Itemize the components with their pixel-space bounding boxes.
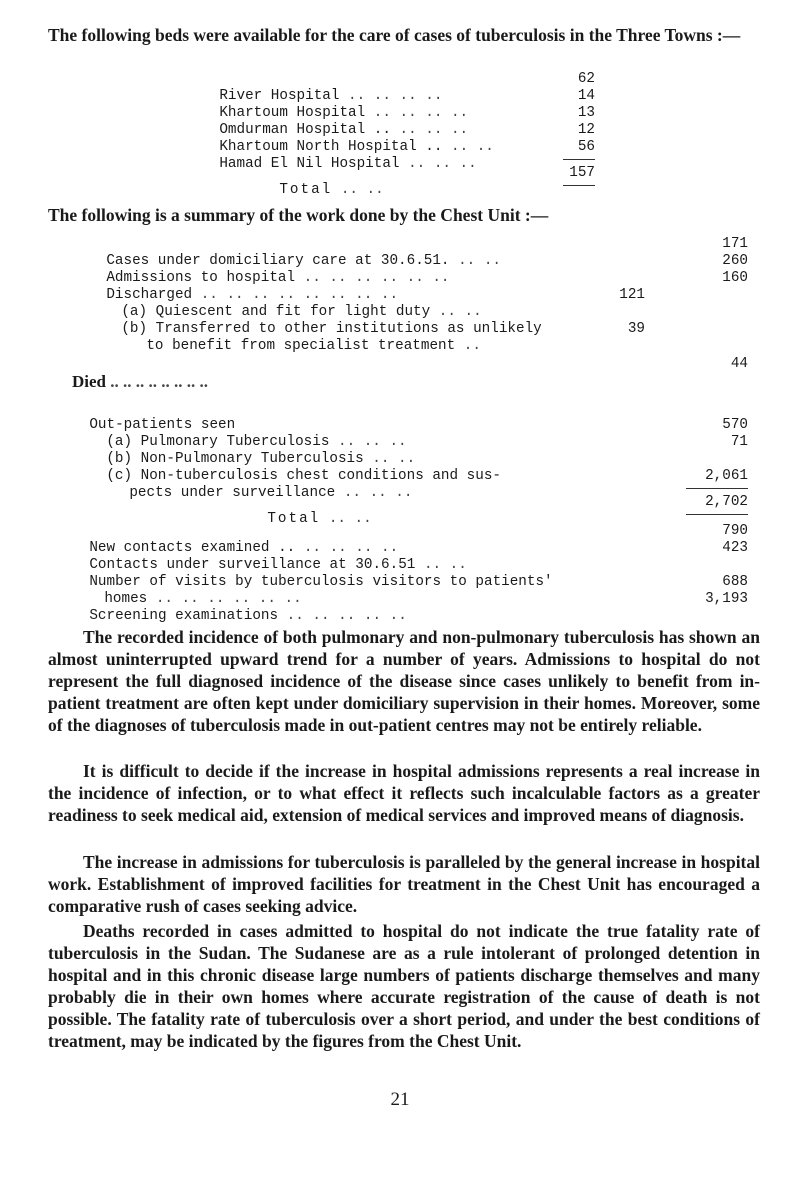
row-label: Admissions to hospital <box>106 270 296 286</box>
beds-value: 14 <box>577 88 595 104</box>
leader-dots: .. .. .. <box>329 434 407 450</box>
beds-value: 12 <box>577 122 595 138</box>
beds-subtotal-rule <box>563 159 595 160</box>
hospital-name: Khartoum Hospital <box>219 105 366 121</box>
row-value: 570 <box>722 417 748 433</box>
row-label: (b) Non-Pulmonary Tuberculosis <box>106 451 364 467</box>
leader-dots: .. .. <box>363 451 416 467</box>
row-value: 790 <box>722 523 748 539</box>
leader-dots: .. <box>455 338 481 354</box>
row-label: Contacts under surveillance at 30.6.51 <box>89 557 416 573</box>
row-value: 71 <box>730 434 748 450</box>
intro-paragraph: The following beds were available for the care of cases of tuberculosis in the Three Towns :— <box>48 25 741 45</box>
row-value: 2,061 <box>705 468 748 484</box>
row-label: homes <box>104 591 148 607</box>
leader-dots: .. .. <box>415 557 467 573</box>
beds-total-label: Total <box>279 182 333 198</box>
row-value: 3,193 <box>705 591 748 607</box>
beds-total-value: 157 <box>569 165 595 181</box>
row-value: 423 <box>722 540 748 556</box>
row-label: Discharged <box>106 287 193 303</box>
row-label: Died <box>72 372 106 391</box>
row-value: 44 <box>730 356 748 372</box>
leader-dots: .. .. .. .. <box>295 540 399 556</box>
leader-dots: .. .. .. .. .. <box>278 608 407 624</box>
op-total-value: 2,702 <box>705 494 748 510</box>
op-total-label: Total <box>267 511 321 527</box>
beds-total-rule <box>563 185 595 186</box>
hospital-name: Khartoum North Hospital .. <box>219 139 443 155</box>
beds-value: 56 <box>577 139 595 155</box>
row-label: to benefit from specialist treatment <box>146 338 456 354</box>
row-label: pects under surveillance <box>129 485 336 501</box>
row-label: New contacts examined .. <box>89 540 296 556</box>
leader-dots: .. .. .. .. <box>339 88 443 104</box>
leader-dots: .. .. .. .. <box>365 105 469 121</box>
row-value: 171 <box>722 236 748 252</box>
beds-value: 13 <box>577 105 595 121</box>
leader-dots: .. .. .. .. .. .. <box>147 591 302 607</box>
row-subvalue: 39 <box>627 321 645 337</box>
row-label: Number of visits by tuberculosis visitors to patients' <box>89 574 553 590</box>
paragraph: It is difficult to decide if the increase in hospital admissions represents a real increase in the incidence of infection, or to what effect it reflects such incalculable factors as a greater readiness to seek medical aid, extension of medical services and improved means of diagnosis. <box>48 761 760 825</box>
leader-dots: .. .. .. .. .. .. .. .. <box>106 372 208 391</box>
section-heading: Out-patients seen <box>89 417 236 433</box>
row-label: (b) Transferred to other institutions as unlikely <box>121 321 542 337</box>
row-label: (a) Pulmonary Tuberculosis <box>106 434 330 450</box>
leader-dots: .. .. <box>320 511 372 527</box>
row-value: 688 <box>722 574 748 590</box>
row-label: (c) Non-tuberculosis chest conditions and sus- <box>106 468 501 484</box>
beds-value: 62 <box>577 71 595 87</box>
leader-dots: .. .. <box>442 139 494 155</box>
hospital-name: Omdurman Hospital .. <box>219 122 391 138</box>
leader-dots: .. .. <box>332 182 384 198</box>
leader-dots: .. .. .. .. .. .. .. .. <box>192 287 399 303</box>
row-subvalue: 121 <box>619 287 645 303</box>
hospital-name: River Hospital <box>219 88 340 104</box>
paragraph: The recorded incidence of both pulmonary and non-pulmonary tuberculosis has shown an almost uninterrupted upward trend for a number of years. Admissions to hospital do not represent the full diagnosed incidence of the disease since cases unlikely to benefit from in-patient treatment are often kept under domiciliary supervision in their homes. Moreover, some of the diagnoses of tuberculosis made in out-patient centres may not be entirely reliable. <box>48 627 760 735</box>
row-value: 260 <box>722 253 748 269</box>
leader-dots: .. .. .. <box>399 156 477 172</box>
paragraph: Deaths recorded in cases admitted to hospital do not indicate the true fatality rate of tuberculosis in the Sudan. The Sudanese are as a rule intolerant of prolonged detention in hospital and in this chronic disease large numbers of patients discharge themselves and many probably die in their own homes where accurate registration of the cause of death is not possible. The fatality rate of tuberculosis over a short period, and under the best conditions of treatment, may be indicated by the figures from the Chest Unit. <box>48 921 760 1051</box>
row-label: (a) Quiescent and fit for light duty <box>121 304 431 320</box>
leader-dots: .. .. .. .. .. .. <box>295 270 450 286</box>
row-label: Cases under domiciliary care at 30.6.51. <box>106 253 450 269</box>
leader-dots: .. .. .. <box>335 485 413 501</box>
row-label: Screening examinations <box>89 608 279 624</box>
leader-dots: .. .. .. <box>390 122 469 138</box>
leader-dots: .. .. <box>430 304 482 320</box>
total-rule <box>686 514 748 515</box>
row-value: 160 <box>722 270 748 286</box>
summary-intro: The following is a summary of the work done by the Chest Unit :— <box>48 205 549 225</box>
page-number: 21 <box>390 1089 410 1110</box>
hospital-name: Hamad El Nil Hospital <box>219 156 400 172</box>
subtotal-rule <box>686 488 748 489</box>
leader-dots: .. .. <box>449 253 501 269</box>
paragraph: The increase in admissions for tuberculosis is paralleled by the general increase in hospital work. Establishment of improved facilities for treatment in the Chest Unit has encouraged a comparative rush of cases seeking advice. <box>48 852 760 916</box>
